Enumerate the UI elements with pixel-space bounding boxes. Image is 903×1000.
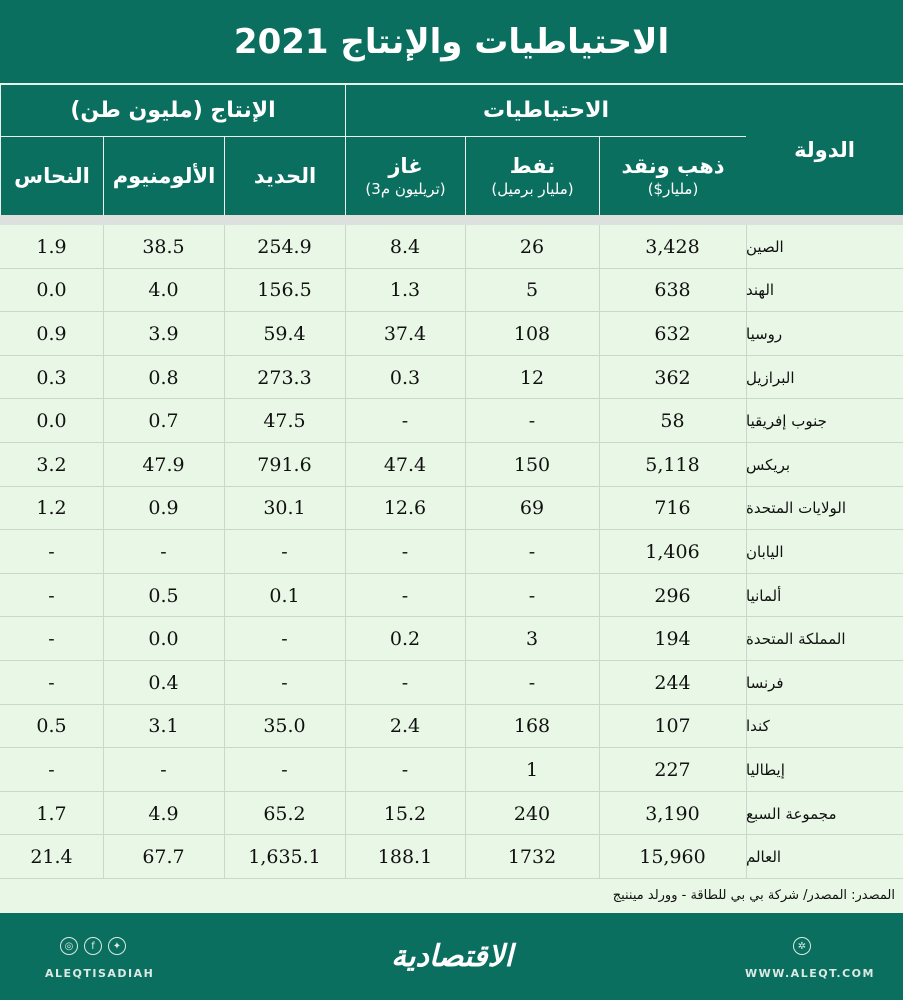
table-row xyxy=(0,487,903,531)
gas-cell: 2.4 xyxy=(389,715,421,738)
copper-cell: - xyxy=(48,540,55,563)
country-cell: اليابان xyxy=(746,542,784,561)
aluminum-cell: 3.9 xyxy=(148,322,179,345)
footer xyxy=(0,913,903,1000)
table-row xyxy=(0,705,903,749)
table-row xyxy=(0,574,903,618)
gold-cell: 362 xyxy=(654,366,691,389)
table-row xyxy=(0,835,903,879)
iron-cell: - xyxy=(281,540,288,563)
copper-cell: 1.9 xyxy=(36,235,67,258)
gold-cell: 632 xyxy=(654,322,691,345)
brand-logo: الاقتصادية xyxy=(391,939,513,974)
table-row xyxy=(0,225,903,269)
copper-cell: 1.7 xyxy=(36,802,67,825)
aluminum-cell: 0.8 xyxy=(148,366,179,389)
aluminum-cell: 0.5 xyxy=(148,584,179,607)
table-row xyxy=(0,617,903,661)
table-row xyxy=(0,356,903,400)
gold-header xyxy=(599,137,746,215)
iron-header: الحديد xyxy=(224,137,345,215)
copper-cell: - xyxy=(48,628,55,651)
social-handle: ALEQTISADIAH xyxy=(45,967,155,980)
gas-cell: - xyxy=(401,584,409,607)
table-row xyxy=(0,312,903,356)
gas-cell: - xyxy=(401,410,409,433)
aluminum-cell: 47.9 xyxy=(142,453,185,476)
copper-cell: 1.2 xyxy=(36,497,67,520)
oil-cell: 1732 xyxy=(507,846,557,869)
aluminum-header: الألومنيوم xyxy=(103,137,224,215)
page-title: الاحتياطيات والإنتاج 2021 xyxy=(0,0,903,85)
copper-cell: - xyxy=(48,758,55,781)
source-note: المصدر: المصدر/ شركة بي بي للطاقة - وورلد ميننيج xyxy=(612,888,895,903)
country-cell: فرنسا xyxy=(746,673,784,692)
copper-cell: 3.2 xyxy=(36,453,67,476)
iron-cell: - xyxy=(281,671,288,694)
country-cell: كندا xyxy=(746,717,770,736)
gold-cell: 3,428 xyxy=(645,235,700,258)
iron-cell: 254.9 xyxy=(257,235,312,258)
oil-label: نفط xyxy=(509,154,556,178)
gas-cell: 0.2 xyxy=(389,628,421,651)
gas-cell: - xyxy=(401,758,409,781)
iron-cell: 156.5 xyxy=(257,279,312,302)
aluminum-cell: 67.7 xyxy=(142,846,185,869)
country-cell: الهند xyxy=(746,281,775,300)
table-row xyxy=(0,792,903,836)
country-cell: مجموعة السبع xyxy=(746,804,837,823)
table-row xyxy=(0,661,903,705)
oil-cell: - xyxy=(528,540,536,563)
twitter-icon[interactable]: ✦ xyxy=(108,937,126,955)
header-separator xyxy=(0,215,903,225)
table-row xyxy=(0,269,903,313)
gas-cell: 1.3 xyxy=(389,279,421,302)
gas-header xyxy=(345,137,465,215)
gas-cell: 47.4 xyxy=(383,453,427,476)
gas-cell: 8.4 xyxy=(389,235,421,258)
aluminum-cell: 0.0 xyxy=(148,628,179,651)
gold-cell: 58 xyxy=(660,410,685,433)
oil-header xyxy=(465,137,599,215)
iron-cell: - xyxy=(281,758,288,781)
gold-cell: 244 xyxy=(654,671,691,694)
gold-cell: 296 xyxy=(654,584,691,607)
gold-cell: 5,118 xyxy=(645,453,700,476)
globe-icon: ✲ xyxy=(793,937,811,955)
country-cell: روسيا xyxy=(746,324,783,343)
gold-cell: 15,960 xyxy=(639,846,706,869)
aluminum-cell: 4.0 xyxy=(148,279,179,302)
gold-label: ذهب ونقد xyxy=(621,154,725,178)
country-cell: العالم xyxy=(746,848,782,867)
oil-cell: 69 xyxy=(519,497,545,520)
country-cell: ألمانيا xyxy=(746,586,782,605)
iron-cell: 59.4 xyxy=(263,322,306,345)
gold-cell: 716 xyxy=(654,497,691,520)
aluminum-cell: 3.1 xyxy=(148,715,179,738)
iron-cell: - xyxy=(281,628,288,651)
oil-cell: 12 xyxy=(519,366,545,389)
oil-cell: 1 xyxy=(525,758,539,781)
gold-cell: 638 xyxy=(654,279,691,302)
copper-cell: - xyxy=(48,584,55,607)
oil-cell: 108 xyxy=(513,322,551,345)
gas-cell: 0.3 xyxy=(389,366,421,389)
oil-cell: 5 xyxy=(525,279,539,302)
aluminum-cell: 0.4 xyxy=(148,671,179,694)
copper-header: النحاس xyxy=(0,137,103,215)
country-header: الدولة xyxy=(794,138,855,162)
iron-cell: 65.2 xyxy=(263,802,306,825)
table-row xyxy=(0,399,903,443)
iron-cell: 35.0 xyxy=(263,715,306,738)
aluminum-cell: 38.5 xyxy=(142,235,185,258)
gold-cell: 107 xyxy=(654,715,691,738)
country-cell: المملكة المتحدة xyxy=(746,630,846,649)
production-group-header: الإنتاج (مليون طن) xyxy=(0,85,345,137)
gas-cell: 37.4 xyxy=(383,322,427,345)
table-row xyxy=(0,530,903,574)
copper-cell: - xyxy=(48,671,55,694)
website-link[interactable]: WWW.ALEQT.COM xyxy=(745,967,875,980)
country-cell: بريكس xyxy=(746,455,791,474)
iron-cell: 47.5 xyxy=(263,410,306,433)
oil-cell: 240 xyxy=(513,802,551,825)
oil-cell: - xyxy=(528,671,536,694)
gold-unit: (مليار$) xyxy=(647,180,699,198)
aluminum-cell: 4.9 xyxy=(148,802,179,825)
country-cell: جنوب إفريقيا xyxy=(746,412,827,431)
oil-cell: - xyxy=(528,410,536,433)
copper-cell: 0.0 xyxy=(36,279,67,302)
oil-cell: 150 xyxy=(513,453,551,476)
copper-cell: 21.4 xyxy=(30,846,73,869)
oil-cell: - xyxy=(528,584,536,607)
gas-unit: (تريليون م3) xyxy=(365,180,446,198)
gas-label: غاز xyxy=(388,154,423,178)
oil-cell: 26 xyxy=(519,235,545,258)
gas-cell: - xyxy=(401,540,409,563)
country-cell: الولايات المتحدة xyxy=(746,499,847,518)
country-cell: البرازيل xyxy=(746,368,795,387)
copper-cell: 0.9 xyxy=(36,322,67,345)
copper-cell: 0.5 xyxy=(36,715,67,738)
iron-cell: 30.1 xyxy=(263,497,306,520)
iron-cell: 273.3 xyxy=(257,366,312,389)
table-row xyxy=(0,443,903,487)
aluminum-cell: 0.7 xyxy=(148,410,179,433)
gas-cell: 12.6 xyxy=(383,497,427,520)
aluminum-cell: 0.9 xyxy=(148,497,179,520)
copper-cell: 0.3 xyxy=(36,366,67,389)
oil-cell: 3 xyxy=(525,628,539,651)
gold-cell: 3,190 xyxy=(645,802,700,825)
reserves-group-header: الاحتياطيات xyxy=(345,85,746,137)
social-icons xyxy=(60,937,126,955)
instagram-icon[interactable]: ◎ xyxy=(60,937,78,955)
table-row xyxy=(0,748,903,792)
gas-cell: - xyxy=(401,671,409,694)
gold-cell: 227 xyxy=(654,758,691,781)
iron-cell: 791.6 xyxy=(257,453,312,476)
table-header xyxy=(0,85,903,215)
copper-cell: 0.0 xyxy=(36,410,67,433)
oil-unit: (مليار برميل) xyxy=(491,180,574,198)
gas-cell: 15.2 xyxy=(383,802,427,825)
gold-cell: 194 xyxy=(654,628,691,651)
aluminum-cell: - xyxy=(160,758,167,781)
aluminum-cell: - xyxy=(160,540,167,563)
gas-cell: 188.1 xyxy=(377,846,433,869)
country-cell: الصين xyxy=(746,237,784,256)
facebook-icon[interactable]: f xyxy=(84,937,102,955)
country-cell: إيطاليا xyxy=(746,760,785,779)
gold-cell: 1,406 xyxy=(645,540,700,563)
oil-cell: 168 xyxy=(513,715,551,738)
iron-cell: 1,635.1 xyxy=(248,846,321,869)
iron-cell: 0.1 xyxy=(269,584,300,607)
